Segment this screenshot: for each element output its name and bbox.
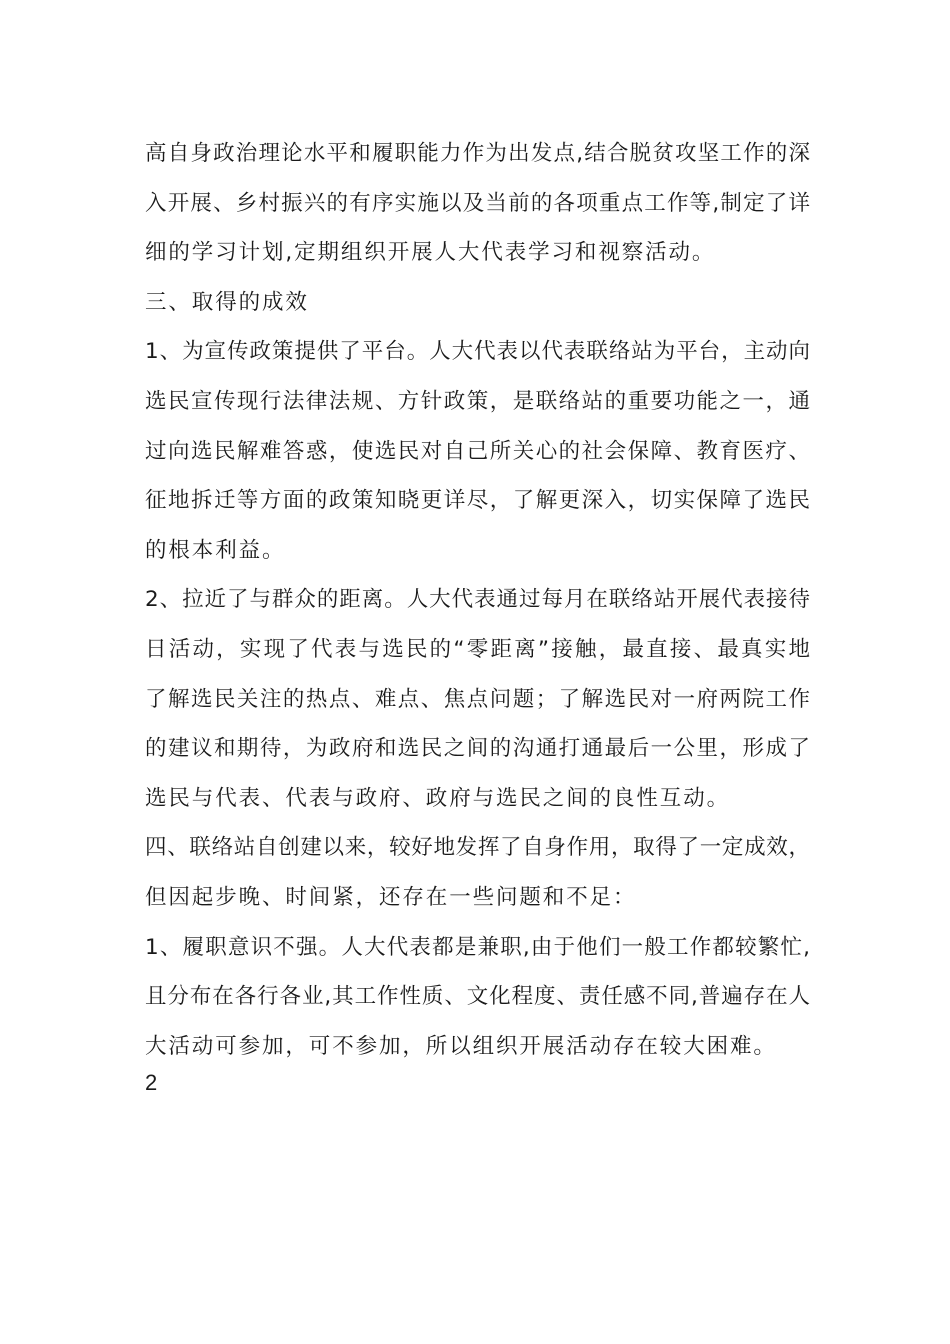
body-text-line: 入开展、乡村振兴的有序实施以及当前的各项重点工作等,制定了详 <box>145 190 810 216</box>
page-number: 2 <box>145 1070 158 1095</box>
body-text-line: 且分布在各行各业,其工作性质、文化程度、责任感不同,普遍存在人 <box>145 984 810 1010</box>
body-text-line: 大活动可参加，可不参加，所以组织开展活动存在较大困难。 <box>145 1033 777 1059</box>
body-text-line: 高自身政治理论水平和履职能力作为出发点,结合脱贫攻坚工作的深 <box>145 141 810 166</box>
body-text-line: 征地拆迁等方面的政策知晓更详尽，了解更深入，切实保障了选民 <box>145 488 810 514</box>
section-heading: 四、联络站自创建以来，较好地发挥了自身作用，取得了一定成效， <box>145 835 810 861</box>
body-text-line: 选民与代表、代表与政府、政府与选民之间的良性互动。 <box>145 785 731 811</box>
body-text-line: 的根本利益。 <box>145 537 286 563</box>
body-text-line: 1、为宣传政策提供了平台。人大代表以代表联络站为平台，主动向 <box>145 339 810 365</box>
body-text-line: 日活动，实现了代表与选民的“零距离”接触，最直接、最真实地 <box>145 636 810 662</box>
body-text-line: 但因起步晚、时间紧，还存在一些问题和不足： <box>145 884 637 910</box>
body-text-line: 了解选民关注的热点、难点、焦点问题；了解选民对一府两院工作 <box>145 686 810 712</box>
body-text-line: 过向选民解难答惑，使选民对自己所关心的社会保障、教育医疗、 <box>145 438 810 464</box>
section-heading: 三、取得的成效 <box>145 289 309 315</box>
body-text-line: 2、拉近了与群众的距离。人大代表通过每月在联络站开展代表接待 <box>145 587 810 613</box>
body-text-line: 1、履职意识不强。人大代表都是兼职,由于他们一般工作都较繁忙, <box>145 934 810 960</box>
body-text-line: 细的学习计划,定期组织开展人大代表学习和视察活动。 <box>145 240 716 266</box>
body-text-line: 的建议和期待，为政府和选民之间的沟通打通最后一公里，形成了 <box>145 736 810 762</box>
document-body <box>145 129 810 1071</box>
body-text-line: 选民宣传现行法律法规、方针政策，是联络站的重要功能之一，通 <box>145 388 810 414</box>
